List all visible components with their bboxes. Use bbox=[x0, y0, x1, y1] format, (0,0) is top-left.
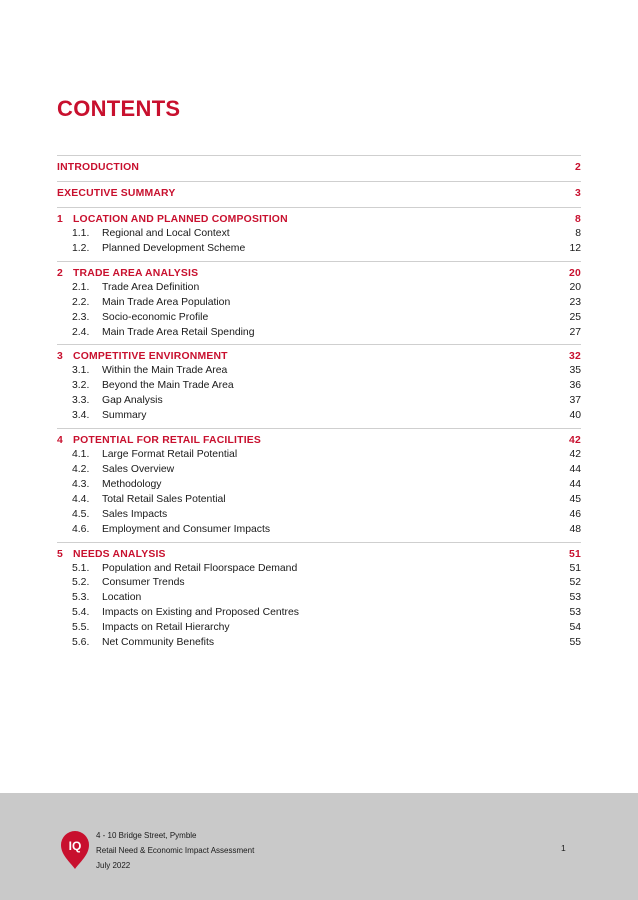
toc-entry-title: Socio-economic Profile bbox=[102, 311, 209, 323]
toc-entry[interactable] bbox=[57, 242, 581, 257]
table-of-contents bbox=[57, 155, 581, 655]
toc-entry-page: 44 bbox=[569, 478, 581, 490]
toc-entry-number: 1.2. bbox=[72, 242, 90, 254]
toc-entry-number: 4.4. bbox=[72, 493, 90, 505]
toc-entry[interactable] bbox=[57, 508, 581, 523]
toc-entry-page: 48 bbox=[569, 523, 581, 535]
toc-entry-page: 35 bbox=[569, 365, 581, 377]
toc-entry[interactable] bbox=[57, 636, 581, 651]
toc-section-number: 4 bbox=[57, 435, 63, 447]
toc-entry[interactable] bbox=[57, 562, 581, 577]
logo-text: IQ bbox=[68, 839, 82, 853]
footer-text bbox=[96, 828, 254, 873]
toc-entry-page: 52 bbox=[569, 577, 581, 589]
toc-entry[interactable] bbox=[57, 227, 581, 242]
toc-entry-page: 27 bbox=[569, 326, 581, 338]
toc-entry-page: 20 bbox=[569, 281, 581, 293]
toc-section bbox=[57, 181, 581, 207]
toc-entry[interactable] bbox=[57, 523, 581, 538]
toc-entry[interactable] bbox=[57, 463, 581, 478]
toc-entry-page: 53 bbox=[569, 607, 581, 619]
toc-entry-title: Consumer Trends bbox=[102, 577, 185, 589]
toc-section-heading[interactable] bbox=[57, 186, 581, 201]
toc-entry-number: 4.6. bbox=[72, 523, 90, 535]
toc-entry-title: Net Community Benefits bbox=[102, 637, 215, 649]
toc-entry-number: 4.5. bbox=[72, 508, 90, 520]
toc-entry-title: Sales Impacts bbox=[102, 508, 168, 520]
toc-entry[interactable] bbox=[57, 326, 581, 341]
toc-entry-number: 5.4. bbox=[72, 607, 90, 619]
toc-entry-page: 51 bbox=[569, 562, 581, 574]
toc-entry-number: 2.4. bbox=[72, 326, 90, 338]
toc-entry[interactable] bbox=[57, 591, 581, 606]
toc-section-heading[interactable] bbox=[57, 160, 581, 175]
toc-entry-number: 2.3. bbox=[72, 311, 90, 323]
toc-entry-page: 23 bbox=[569, 296, 581, 308]
footer-report-title: Retail Need & Economic Impact Assessment bbox=[96, 846, 255, 855]
toc-entry-page: 55 bbox=[569, 637, 581, 649]
toc-entry-page: 12 bbox=[569, 242, 581, 254]
toc-entry-number: 1.1. bbox=[72, 228, 90, 239]
toc-entry-page: 54 bbox=[569, 622, 581, 634]
toc-entry-page: 45 bbox=[569, 493, 581, 505]
toc-entry-title: Sales Overview bbox=[102, 463, 175, 475]
toc-entry-title: Impacts on Retail Hierarchy bbox=[102, 622, 230, 634]
toc-section bbox=[57, 344, 581, 428]
toc-section-title: INTRODUCTION bbox=[57, 162, 140, 173]
toc-entry-page: 44 bbox=[569, 463, 581, 475]
toc-section-heading[interactable] bbox=[57, 266, 581, 281]
toc-section bbox=[57, 261, 581, 345]
toc-entry[interactable] bbox=[57, 296, 581, 311]
toc-entry-title: Large Format Retail Potential bbox=[102, 449, 238, 461]
toc-entry-number: 4.1. bbox=[72, 449, 90, 461]
toc-entry-number: 3.3. bbox=[72, 395, 90, 407]
toc-entry-number: 3.4. bbox=[72, 410, 90, 422]
toc-entry[interactable] bbox=[57, 379, 581, 394]
toc-entry-title: Beyond the Main Trade Area bbox=[102, 380, 234, 392]
toc-section-page: 8 bbox=[575, 214, 581, 225]
toc-entry-page: 8 bbox=[575, 228, 581, 239]
toc-entry[interactable] bbox=[57, 311, 581, 326]
toc-entry-page: 42 bbox=[569, 449, 581, 461]
toc-section bbox=[57, 207, 581, 261]
toc-entry-title: Trade Area Definition bbox=[102, 281, 200, 293]
toc-entry[interactable] bbox=[57, 448, 581, 463]
toc-entry-title: Total Retail Sales Potential bbox=[102, 493, 226, 505]
toc-entry-title: Methodology bbox=[102, 478, 162, 490]
toc-section-number: 3 bbox=[57, 351, 63, 363]
toc-section-number: 1 bbox=[57, 214, 63, 225]
toc-section-title: TRADE AREA ANALYSIS bbox=[73, 267, 199, 279]
toc-entry-number: 2.2. bbox=[72, 296, 90, 308]
iq-logo-icon bbox=[60, 830, 90, 870]
toc-section-page: 32 bbox=[569, 351, 581, 363]
toc-section-heading[interactable] bbox=[57, 433, 581, 448]
toc-section bbox=[57, 542, 581, 655]
footer-address: 4 - 10 Bridge Street, Pymble bbox=[96, 831, 197, 840]
footer-date: July 2022 bbox=[96, 861, 131, 870]
toc-entry-number: 5.5. bbox=[72, 622, 90, 634]
toc-entry-number: 5.1. bbox=[72, 562, 90, 574]
toc-entry[interactable] bbox=[57, 606, 581, 621]
toc-entry-page: 53 bbox=[569, 592, 581, 604]
toc-section-title: EXECUTIVE SUMMARY bbox=[57, 188, 176, 199]
toc-section-number: 2 bbox=[57, 267, 63, 279]
toc-section-heading[interactable] bbox=[57, 547, 581, 562]
page-number: 1 bbox=[561, 843, 566, 853]
toc-entry-page: 36 bbox=[569, 380, 581, 392]
toc-entry-number: 2.1. bbox=[72, 281, 90, 293]
toc-entry-title: Gap Analysis bbox=[102, 395, 163, 407]
toc-entry-title: Location bbox=[102, 592, 142, 604]
toc-section-title: NEEDS ANALYSIS bbox=[73, 548, 166, 560]
toc-entry-title: Population and Retail Floorspace Demand bbox=[102, 562, 298, 574]
toc-entry-title: Regional and Local Context bbox=[102, 228, 230, 239]
toc-section-page: 42 bbox=[569, 435, 581, 447]
toc-entry-page: 37 bbox=[569, 395, 581, 407]
toc-section-page: 20 bbox=[569, 267, 581, 279]
toc-section-number: 5 bbox=[57, 548, 63, 560]
toc-entry[interactable] bbox=[57, 493, 581, 508]
toc-entry-number: 4.2. bbox=[72, 463, 90, 475]
toc-entry-number: 3.2. bbox=[72, 380, 90, 392]
page-title: CONTENTS bbox=[57, 96, 181, 121]
toc-entry[interactable] bbox=[57, 364, 581, 379]
toc-entry-title: Summary bbox=[102, 410, 147, 422]
toc-section-page: 51 bbox=[569, 548, 581, 560]
toc-entry[interactable] bbox=[57, 621, 581, 636]
toc-entry[interactable] bbox=[57, 394, 581, 409]
toc-section-title: COMPETITIVE ENVIRONMENT bbox=[73, 351, 228, 363]
toc-section bbox=[57, 155, 581, 181]
toc-entry-page: 40 bbox=[569, 410, 581, 422]
toc-section bbox=[57, 428, 581, 541]
toc-entry-title: Within the Main Trade Area bbox=[102, 365, 228, 377]
toc-section-heading[interactable] bbox=[57, 212, 581, 227]
toc-entry-number: 4.3. bbox=[72, 478, 90, 490]
toc-section-page: 3 bbox=[575, 188, 581, 199]
toc-entry-title: Impacts on Existing and Proposed Centres bbox=[102, 607, 299, 619]
toc-section-title: POTENTIAL FOR RETAIL FACILITIES bbox=[73, 435, 262, 447]
toc-entry[interactable] bbox=[57, 409, 581, 424]
toc-entry[interactable] bbox=[57, 576, 581, 591]
toc-section-title: LOCATION AND PLANNED COMPOSITION bbox=[73, 214, 288, 225]
toc-entry[interactable] bbox=[57, 281, 581, 296]
toc-entry[interactable] bbox=[57, 478, 581, 493]
toc-section-page: 2 bbox=[575, 162, 581, 173]
toc-entry-number: 3.1. bbox=[72, 365, 90, 377]
toc-entry-number: 5.6. bbox=[72, 637, 90, 649]
toc-section-heading[interactable] bbox=[57, 349, 581, 364]
toc-entry-page: 25 bbox=[569, 311, 581, 323]
toc-entry-page: 46 bbox=[569, 508, 581, 520]
toc-entry-title: Planned Development Scheme bbox=[102, 242, 246, 254]
toc-entry-title: Main Trade Area Population bbox=[102, 296, 231, 308]
toc-entry-title: Employment and Consumer Impacts bbox=[102, 523, 271, 535]
toc-entry-number: 5.3. bbox=[72, 592, 90, 604]
toc-entry-title: Main Trade Area Retail Spending bbox=[102, 326, 255, 338]
toc-entry-number: 5.2. bbox=[72, 577, 90, 589]
